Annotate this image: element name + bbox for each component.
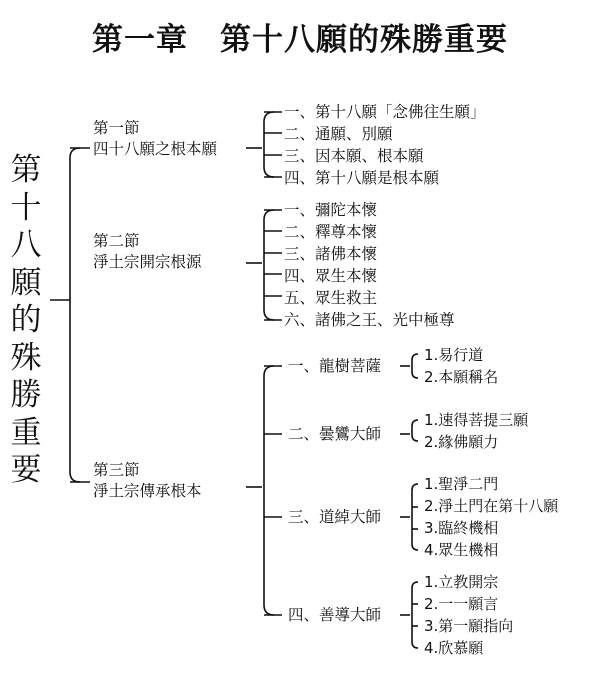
section-subtitle: 淨土宗傳承根本: [93, 482, 202, 500]
list-item: 4.欣慕願: [424, 639, 484, 657]
root-char: 重: [10, 414, 42, 451]
root-char: 殊: [10, 339, 42, 376]
section-2-label: [93, 231, 202, 273]
master-4-label: 四、善導大師: [288, 606, 382, 624]
master-2-points: [424, 409, 528, 453]
section-1-items: [284, 101, 486, 189]
master-3-label: 三、道綽大師: [288, 508, 382, 526]
sec2-bracket: [264, 210, 274, 320]
root-bracket: [70, 148, 80, 482]
list-item: 三、諸佛本懷: [284, 245, 378, 263]
section-2-items: [284, 199, 455, 331]
list-item: 六、諸佛之王、光中極尊: [284, 311, 455, 329]
section-name: 第二節: [93, 232, 140, 250]
list-item: 1.立教開宗: [424, 573, 499, 591]
list-item: 二、通願、別願: [284, 125, 393, 143]
list-item: 四、第十八願是根本願: [284, 169, 440, 187]
list-item: 3.第一願指向: [424, 617, 514, 635]
section-name: 第一節: [93, 119, 140, 137]
sec3-bracket: [264, 366, 274, 615]
master-1-points: [424, 344, 498, 388]
root-char: 願: [10, 264, 42, 301]
master-4-points: [424, 571, 513, 659]
list-item: 3.臨終機相: [424, 519, 499, 537]
master-2-label: 二、曇鸞大師: [288, 425, 382, 443]
list-item: 二、釋尊本懷: [284, 223, 378, 241]
list-item: 1.易行道: [424, 346, 484, 364]
list-item: 2.淨土門在第十八願: [424, 497, 559, 515]
root-char: 八: [10, 227, 42, 263]
list-item: 4.眾生機相: [424, 541, 499, 559]
list-item: 三、因本願、根本願: [284, 147, 424, 165]
root-char: 的: [10, 302, 42, 338]
master-3-points: [424, 473, 558, 561]
list-item: 一、彌陀本懷: [284, 201, 378, 219]
master-1-label: 一、龍樹菩薩: [288, 357, 382, 375]
list-item: 五、眾生救主: [284, 289, 378, 307]
list-item: 四、眾生本懷: [284, 267, 378, 285]
root-char: 勝: [10, 377, 42, 413]
section-1-label: [93, 118, 217, 160]
chapter-title: 第一章 第十八願的殊勝重要: [92, 22, 508, 58]
sec1-bracket: [264, 112, 274, 177]
section-subtitle: 淨土宗開宗根源: [93, 253, 202, 271]
list-item: 1.聖淨二門: [424, 475, 499, 493]
section-name: 第三節: [93, 461, 140, 479]
list-item: 2.緣佛願力: [424, 433, 499, 451]
section-3-label: [93, 460, 202, 502]
list-item: 一、第十八願「念佛往生願」: [284, 103, 486, 121]
root-char: 第: [10, 152, 42, 188]
list-item: 2.本願稱名: [424, 368, 499, 386]
root-char: 要: [10, 452, 42, 488]
root-char: 十: [10, 189, 42, 226]
list-item: 1.速得菩提三願: [424, 411, 529, 429]
section-subtitle: 四十八願之根本願: [93, 140, 218, 158]
list-item: 2.一一願言: [424, 595, 499, 613]
